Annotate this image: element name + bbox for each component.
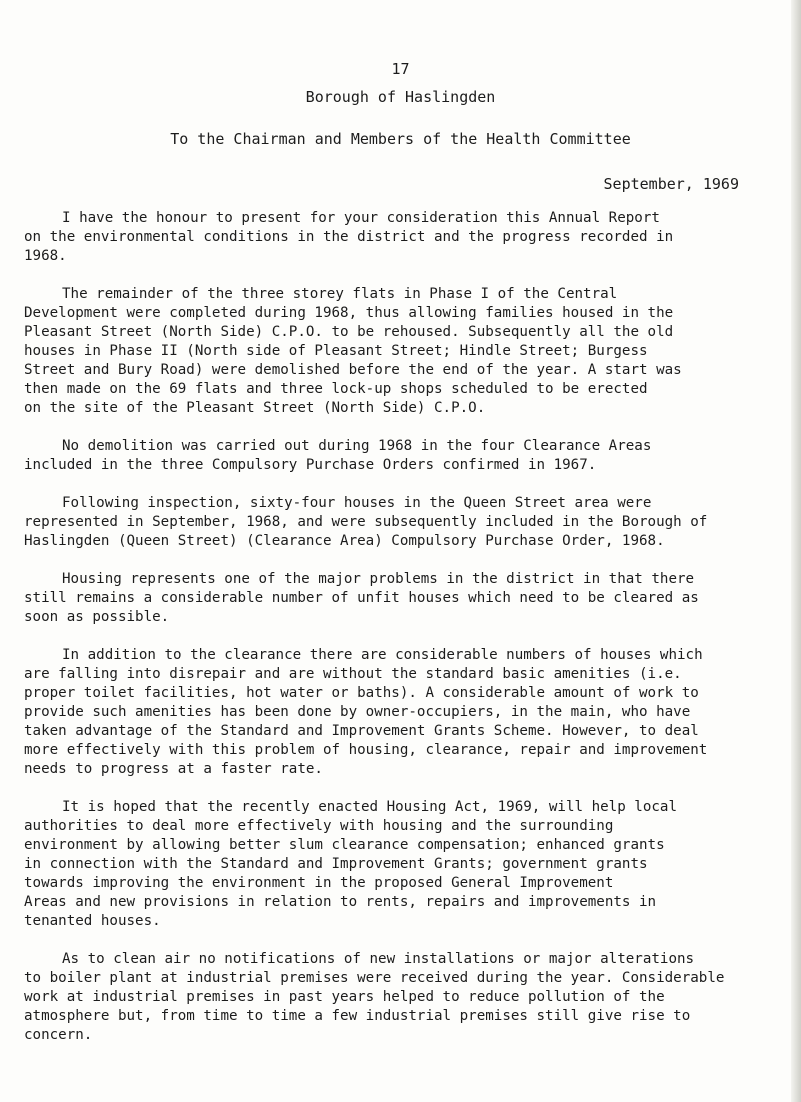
paragraph-line: Housing represents one of the major problems in the district in that there <box>62 571 695 587</box>
paragraph-queen-street <box>24 494 794 551</box>
paragraph-line: included in the three Compulsory Purchase Orders confirmed in 1967. <box>24 457 597 473</box>
document-title: Borough of Haslingden <box>305 88 496 106</box>
paragraph-line: authorities to deal more effectively with housing and the surrounding <box>24 818 614 834</box>
paragraph-line: The remainder of the three storey flats in Phase I of the Central <box>62 286 618 302</box>
paragraph-line: Development were completed during 1968, thus allowing families housed in the <box>24 305 674 321</box>
paragraph-line: Haslingden (Queen Street) (Clearance Area) Compulsory Purchase Order, 1968. <box>24 533 665 549</box>
paragraph-line: represented in September, 1968, and were subsequently included in the Borough of <box>24 514 708 530</box>
paragraph-line: 1968. <box>24 248 67 264</box>
paragraph-housing-act <box>24 798 794 931</box>
paragraph-line: towards improving the environment in the proposed General Improvement <box>24 875 614 891</box>
paragraph-line: It is hoped that the recently enacted Housing Act, 1969, will help local <box>62 799 677 815</box>
paragraph-line: work at industrial premises in past years helped to reduce pollution of the <box>24 989 665 1005</box>
paragraph-line: Areas and new provisions in relation to rents, repairs and improvements in <box>24 894 657 910</box>
paragraph-demolition <box>24 437 794 475</box>
paragraph-housing-problem <box>24 570 794 627</box>
paragraph-intro <box>24 209 794 266</box>
paragraph-line: needs to progress at a faster rate. <box>24 761 323 777</box>
paragraph-line: In addition to the clearance there are considerable numbers of houses which <box>62 647 703 663</box>
paragraph-line: more effectively with this problem of housing, clearance, repair and improvement <box>24 742 708 758</box>
report-body <box>24 209 794 1064</box>
paragraph-line: then made on the 69 flats and three lock-up shops scheduled to be erected <box>24 381 648 397</box>
paragraph-line: are falling into disrepair and are without the standard basic amenities (i.e. <box>24 666 682 682</box>
paragraph-line: environment by allowing better slum clearance compensation; enhanced grants <box>24 837 665 853</box>
paragraph-line: No demolition was carried out during 1968 in the four Clearance Areas <box>62 438 652 454</box>
paragraph-line: Street and Bury Road) were demolished before the end of the year. A start was <box>24 362 682 378</box>
paragraph-line: concern. <box>24 1027 93 1043</box>
paragraph-line: tenanted houses. <box>24 913 161 929</box>
paragraph-line: in connection with the Standard and Improvement Grants; government grants <box>24 856 648 872</box>
paragraph-line: to boiler plant at industrial premises were received during the year. Considerable <box>24 970 725 986</box>
paragraph-line: provide such amenities has been done by owner-occupiers, in the main, who have <box>24 704 691 720</box>
paragraph-line: on the environmental conditions in the district and the progress recorded in <box>24 229 674 245</box>
paragraph-line: I have the honour to present for your consideration this Annual Report <box>62 210 660 226</box>
paragraph-line: Following inspection, sixty-four houses in the Queen Street area were <box>62 495 652 511</box>
addressee-line: To the Chairman and Members of the Health Committee <box>170 130 631 148</box>
paragraph-line: taken advantage of the Standard and Improvement Grants Scheme. However, to deal <box>24 723 699 739</box>
paragraph-central-development <box>24 285 794 418</box>
paragraph-line: soon as possible. <box>24 609 170 625</box>
scan-edge-shadow <box>791 0 801 1102</box>
paragraph-line: on the site of the Pleasant Street (North Side) C.P.O. <box>24 400 486 416</box>
paragraph-line: still remains a considerable number of unfit houses which need to be cleared as <box>24 590 699 606</box>
paragraph-line: houses in Phase II (North side of Pleasant Street; Hindle Street; Burgess <box>24 343 648 359</box>
paragraph-clean-air <box>24 950 794 1045</box>
paragraph-amenities <box>24 646 794 779</box>
report-date: September, 1969 <box>603 175 739 193</box>
paragraph-line: Pleasant Street (North Side) C.P.O. to be rehoused. Subsequently all the old <box>24 324 674 340</box>
paragraph-line: As to clean air no notifications of new installations or major alterations <box>62 951 695 967</box>
paragraph-line: atmosphere but, from time to time a few industrial premises still give rise to <box>24 1008 691 1024</box>
paragraph-line: proper toilet facilities, hot water or baths). A considerable amount of work to <box>24 685 699 701</box>
page-number: 17 <box>391 60 410 78</box>
